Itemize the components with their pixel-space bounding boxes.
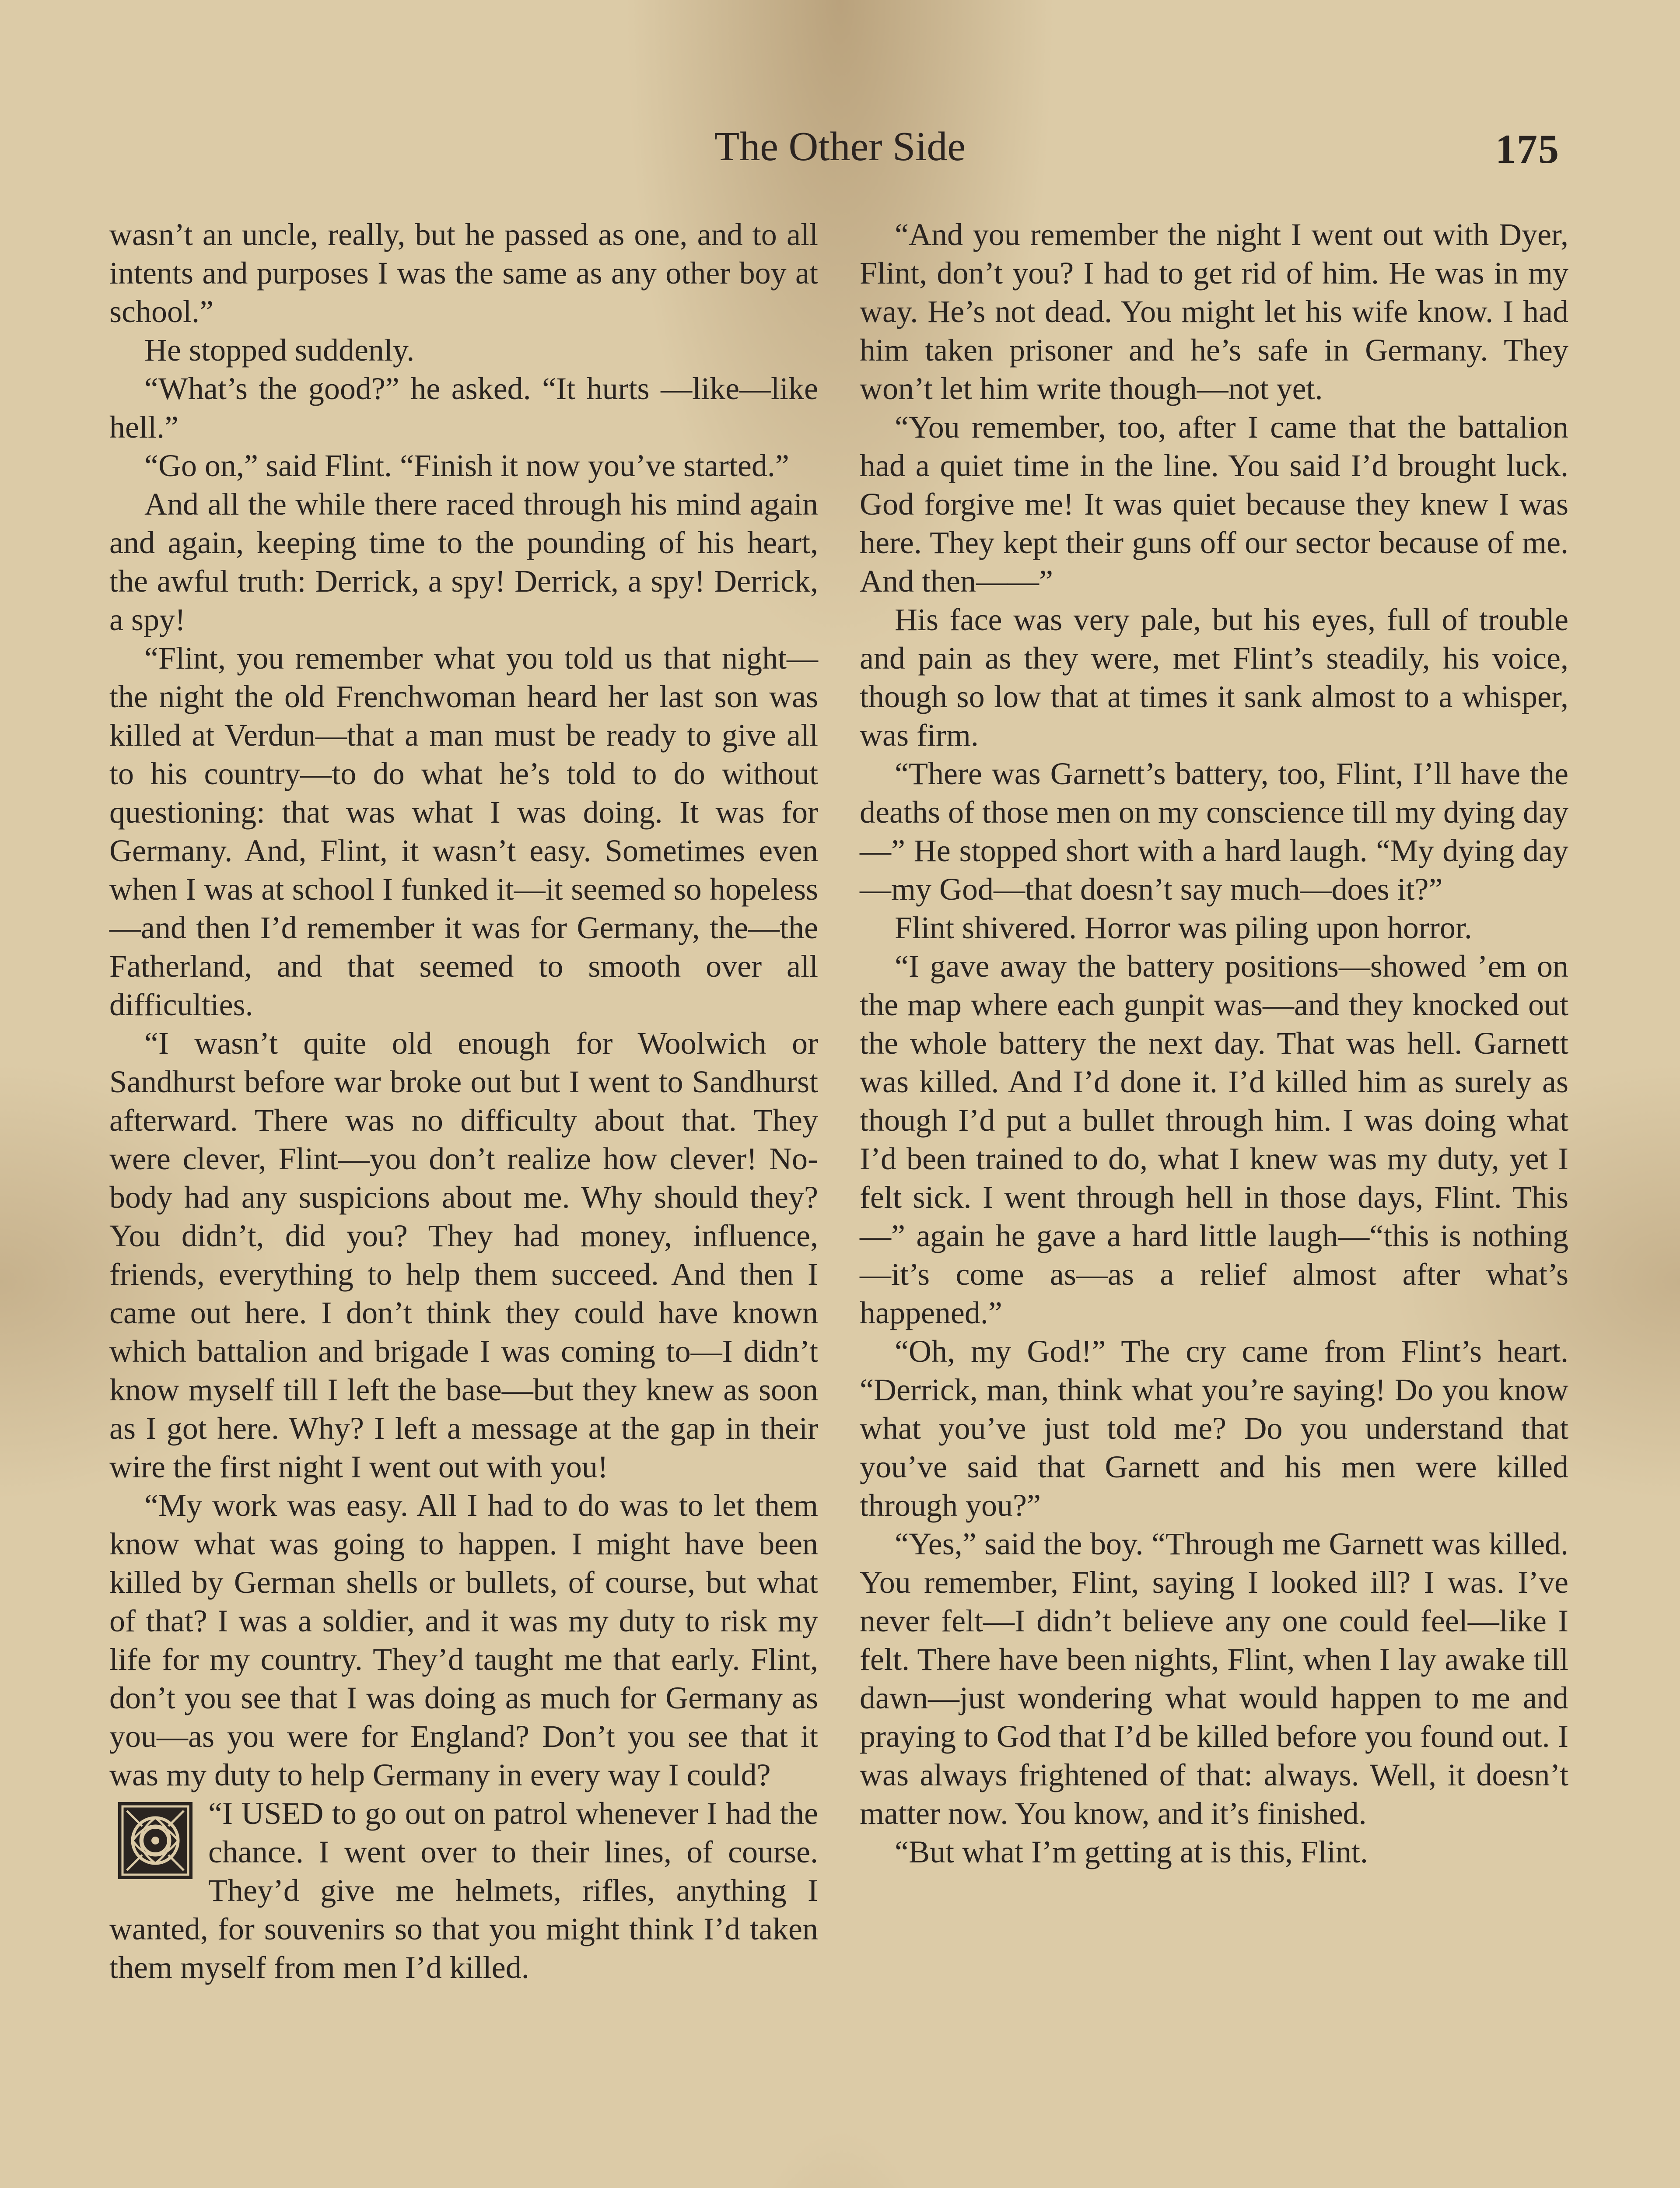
paragraph-section-start: “I USED to go out on patrol whenever I had the chance. I went over to their lines, of course. They’d give me helmets, rifles, anything I wanted, for souvenirs so that you might think I’d taken them myself from men I’d killed.	[109, 1796, 818, 1985]
paragraph: His face was very pale, but his eyes, full of trouble and pain as they were, met Flint’s steadily, his voice, though so low that at times it sank almost to a whisper, was firm.	[860, 602, 1568, 753]
paragraph: “Yes,” said the boy. “Through me Garnett was killed. You remember, Flint, saying I looked ill? I was. I’ve never felt—I didn’t believe any one could feel—like I felt. There have been nights, Flint, when I lay awake till dawn—just wondering what would happen to me and praying to God that I’d be killed before you found out. I was always frightened of that: always. Well, it doesn’t matter now. You know, and it’s finished.	[860, 1526, 1568, 1831]
paragraph: wasn’t an uncle, really, but he passed as one, and to all intents and purposes I was the same as any other boy at school.”	[109, 217, 818, 329]
running-head	[0, 118, 1680, 175]
paragraph: “But what I’m getting at is this, Flint.	[895, 1834, 1368, 1869]
paragraph: “Flint, you remember what you told us that night—the night the old Frenchwoman heard her last son was killed at Verdun—that a man must be ready to give all to his country—to do what he’s told to do without questioning: that was what I was doing. It was for Germany. And, Flint, it wasn’t easy. Sometimes even when I was at school I funked it—it seemed so hopeless—and then I’d remember it was for Germany, the—the Fatherland, and that seemed to smooth over all difficulties.	[109, 641, 818, 1022]
paragraph: “You remember, too, after I came that the battalion had a quiet time in the line. You said I’d brought luck. God forgive me! It was quiet because they knew I was here. They kept their guns off our sector because of me. And then——”	[860, 410, 1568, 599]
paragraph: “I gave away the battery positions—showed ’em on the map where each gunpit was—and they knocked out the whole battery the next day. That was hell. Garnett was killed. And I’d done it. I’d killed him as surely as though I’d put a bullet through him. I was doing what I’d been trained to do, what I knew was my duty, yet I felt sick. I went through hell in those days, Flint. This—” again he gave a hard little laugh—“this is nothing—it’s come as—as a relief almost after what’s happened.”	[860, 949, 1568, 1330]
right-column	[860, 215, 1568, 1871]
left-column	[109, 215, 818, 1987]
paragraph: “My work was easy. All I had to do was to let them know what was going to happen. I might have been killed by German shells or bullets, of course, but what of that? I was a soldier, and it was my duty to risk my life for my country. They’d taught me that early. Flint, don’t you see that I was doing as much for Germany as you—as you were for England? Don’t you see that it was my duty to help Germany in every way I could?	[109, 1488, 818, 1792]
paragraph: “Go on,” said Flint. “Finish it now you’ve started.”	[144, 448, 789, 483]
page-number: 175	[1495, 126, 1560, 172]
paragraph: He stopped suddenly.	[144, 333, 415, 368]
paragraph: Flint shivered. Horror was piling upon horror.	[895, 910, 1472, 945]
paragraph: “Oh, my God!” The cry came from Flint’s heart. “Derrick, man, think what you’re saying! Do you know what you’ve just told me? Do you understand that you’ve said that Garnett and his men were killed through you?”	[860, 1334, 1568, 1523]
paragraph: “There was Garnett’s battery, too, Flint, I’ll have the deaths of those men on my conscience till my dying day—” He stopped short with a hard laugh. “My dying day—my God—that doesn’t say much—does it?”	[860, 756, 1568, 907]
paragraph: “And you remember the night I went out with Dyer, Flint, don’t you? I had to get rid of him. He was in my way. He’s not dead. You might let his wife know. I had him taken prisoner and he’s safe in Germany. They won’t let him write though—not yet.	[860, 217, 1568, 406]
paragraph: And all the while there raced through his mind again and again, keeping time to the pounding of his heart, the awful truth: Derrick, a spy! Derrick, a spy! Derrick, a spy!	[109, 487, 818, 637]
paragraph: “I wasn’t quite old enough for Woolwich or Sandhurst before war broke out but I went to Sandhurst afterward. There was no difficulty about that. They were clever, Flint—you don’t realize how clever! Nobody had any suspicions about me. Why should they? You didn’t, did you? They had money, influence, friends, everything to help them succeed. And then I came out here. I don’t think they could have known which battalion and brigade I was coming to—I didn’t know myself till I left the base—but they knew as soon as I got here. Why? I left a message at the gap in their wire the first night I went out with you!	[109, 1026, 818, 1484]
paragraph: “What’s the good?” he asked. “It hurts —like—like hell.”	[109, 371, 818, 445]
running-title: The Other Side	[714, 124, 966, 169]
celtic-knot-ornament-icon	[118, 1802, 192, 1879]
